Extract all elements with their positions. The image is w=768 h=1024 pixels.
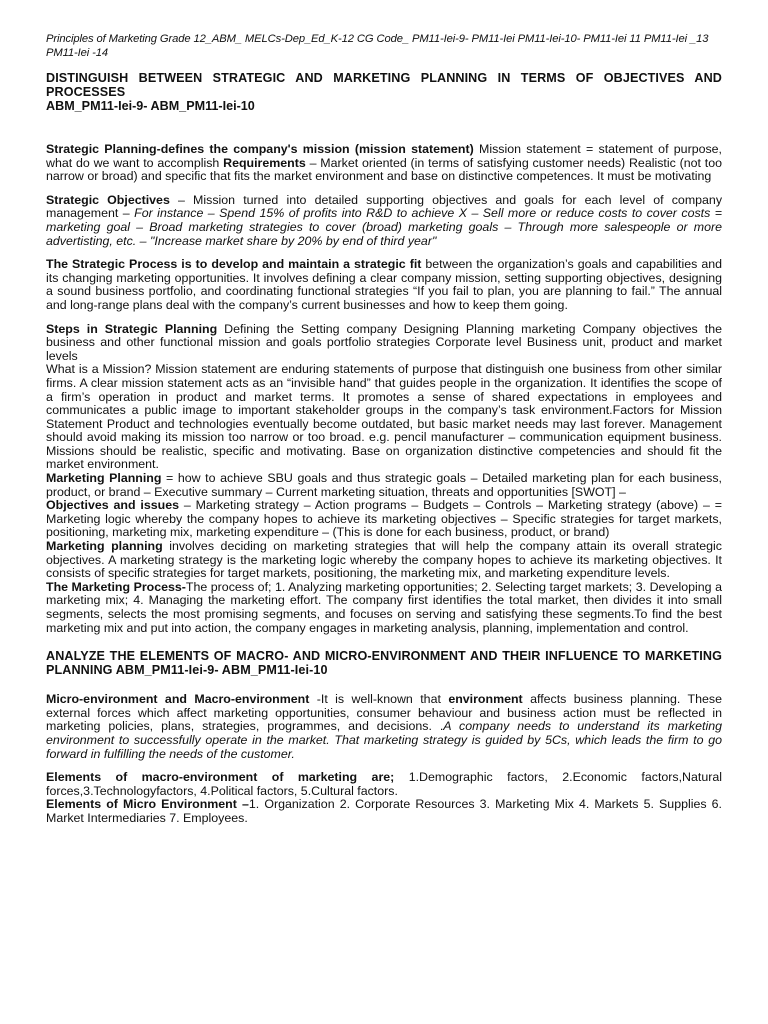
paragraph-strategic-process: The Strategic Process is to develop and maintain a strategic fit between the organization’s goals and capabilities and its changing marketing opportunities. It involves defining a clear company mission, setting supporting objectives, designing a sound business portfolio, and coordinating functional strategies “If you fail to plan, you are planning to fail.” The annual and long-range plans deal with the company’s current businesses and how to keep them going. [46, 257, 722, 312]
section2 [46, 649, 722, 825]
paragraph-marketing-process: The Marketing Process-The process of; 1. Analyzing marketing opportunities; 2. Selecting target markets; 3. Developing a marketing mix; 4. Managing the marketing effort. The company first identifies the total market, then divides it into small segments, selects the most promising segments, and focuses on serving and satisfying these segments.To find the best marketing mix and put into action, the company engages in marketing analysis, planning, implementation and control. [46, 579, 722, 635]
marketing-planning-term-2: Marketing planning [46, 539, 163, 554]
marketing-process-term: The Marketing Process- [46, 579, 186, 594]
section2-title: ANALYZE THE ELEMENTS OF MACRO- AND MICRO-ENVIRONMENT AND THEIR INFLUENCE TO MARKETING PLANNING ABM_PM11-Iei-9- ABM_PM11-Iei-10 [46, 649, 722, 678]
paragraph-macro-elements: Elements of macro-environment of marketing are; 1.Demographic factors, 2.Economic factors,Natural forces,3.Technologyfactors, 4.Political factors, 5.Cultural factors. [46, 770, 722, 798]
section1-code: ABM_PM11-Iei-9- ABM_PM11-Iei-10 [46, 99, 255, 113]
paragraph-objectives-issues: Objectives and issues – Marketing strategy – Action programs – Budgets – Controls – Marketing strategy (above) – = Marketing logic whereby the company hopes to achieve its marketing objectives – Specific strategies for target markets, positioning, marketing mix, marketing expenditure – (This is done for each business, product, or brand) [46, 498, 722, 540]
steps-term: Steps in Strategic Planning [46, 321, 218, 336]
paragraph-strategic-objectives: Strategic Objectives – Mission turned into detailed supporting objectives and goals for each level of company management – For instance – Spend 15% of profits into R&D to achieve X – Sell more or reduce costs to cover costs = marketing goal – Broad marketing strategies to cover (broad) marketing goals – Through more salespeople or more advertisting, etc. – "Increase market share by 20% by end of third year" [46, 192, 723, 248]
micro-elements-term: Elements of Micro Environment – [46, 797, 249, 812]
objectives-issues-term: Objectives and issues [46, 498, 179, 513]
marketing-planning-term: Marketing Planning [46, 471, 162, 486]
strategic-planning-term: Strategic Planning-defines the company's mission (mission statement) [46, 142, 474, 156]
section1-title: DISTINGUISH BETWEEN STRATEGIC AND MARKETING PLANNING IN TERMS OF OBJECTIVES AND PROCESSES [46, 71, 722, 99]
paragraph-micro-elements: Elements of Micro Environment –1. Organization 2. Corporate Resources 3. Marketing Mix 4. Markets 5. Supplies 6. Market Intermediaries 7. Employees. [46, 797, 723, 825]
strategic-process-term: The Strategic Process is to develop and maintain a strategic fit [46, 257, 422, 272]
strategic-objectives-term: Strategic Objectives [46, 192, 170, 207]
document-header: Principles of Marketing Grade 12_ABM_ MELCs-Dep_Ed_K-12 CG Code_ PM11-Iei-9- PM11-Iei PM11-Iei-10- PM11-Iei 11 PM11-Iei _13 PM11-Iei -14 [46, 33, 709, 59]
section2-spacer [46, 677, 722, 681]
paragraph-steps-strategic-planning: Steps in Strategic Planning Defining the Setting company Designing Planning marketing Company objectives the business and other functional mission and goals portfolio strategies Corporate level Business unit, product and market levels [46, 321, 722, 363]
micro-macro-term: Micro-environment and Macro-environment [46, 692, 310, 707]
paragraph-marketing-planning: Marketing Planning = how to achieve SBU goals and thus strategic goals – Detailed marketing plan for each business, product, or brand – Executive summary – Current marketing situation, threats and opportunities [SWOT] – [46, 471, 723, 499]
macro-elements-term: Elements of macro-environment of marketing are; [46, 770, 395, 785]
paragraph-strategic-planning: Strategic Planning-defines the company's mission (mission statement) Mission statement = statement of purpose, what do we want to accomplish Requirements – Market oriented (in terms of satisfying customer needs) Realistic (not too narrow or broad) and specific that fits the market environment and base on distinctive competences. It must be motivating [46, 142, 723, 184]
paragraph-mission: What is a Mission? Mission statement are enduring statements of purpose that distinguish one business from other similar firms. A clear mission statement acts as an “invisible hand” that guides people in the organization. It identifies the scope of a firm’s operation in product and market terms. It promotes a sense of shared expectations in employees and communicates a public image to important stakeholder groups in the company’s task environment.Factors for Mission Statement Product and technologies eventually become outdated, but basic market needs may last forever. Management should avoid making its mission too narrow or too broad. e.g. pencil manufacturer – communication equipment business. Missions should be realistic, specific and motivating. Base on organization distinctive competencies and should fit the market environment. [46, 362, 722, 472]
paragraph-marketing-planning-2: Marketing planning involves deciding on marketing strategies that will help the company attain its overall strategic objectives. A marketing strategy is the marketing logic whereby the company hopes to achieve its marketing objectives. It consists of specific strategies for target markets, positioning, the marketing mix, and marketing expenditure levels. [46, 539, 722, 581]
paragraph-micro-macro: Micro-environment and Macro-environment -It is well-known that environment affects business planning. These external forces which affect marketing opportunities, consumer behaviour and business action must be reflected in marketing policies, plans, strategies, programmes, and decisions. .A company needs to understand its marketing environment to successfully operate in the market. That marketing strategy is guided by 5Cs, which leads the firm to go forward in fulfilling the needs of the customer. [46, 692, 723, 761]
document-page [46, 32, 722, 826]
